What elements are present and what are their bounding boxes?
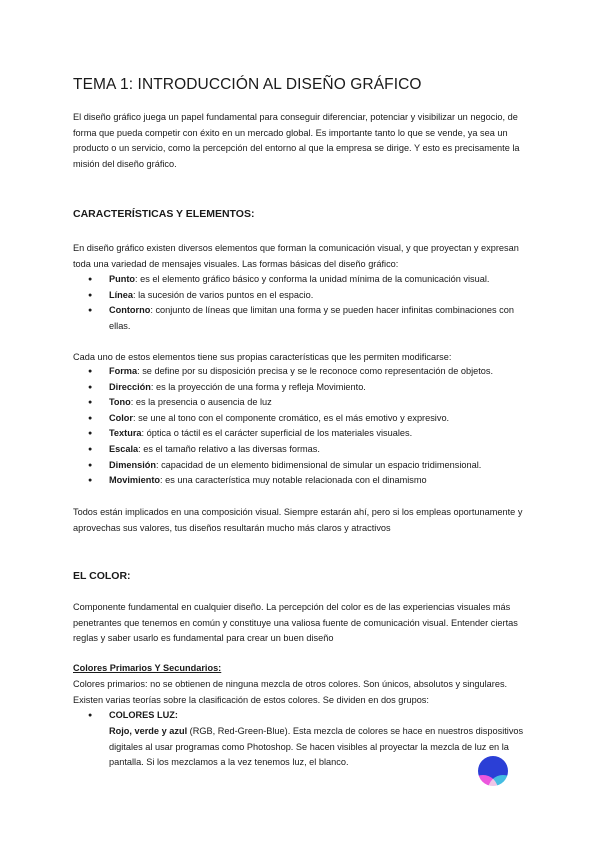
list-item-term: Línea [109,289,133,300]
list-item-desc: : se une al tono con el componente cromático, es el más emotivo y expresivo. [133,412,450,423]
list-item [88,411,533,427]
list-item-desc: : es el tamaño relativo a las diversas formas. [138,443,320,454]
list-item-desc: : es la proyección de una forma y refleja Movimiento. [150,381,366,392]
list-item-term: Tono [109,397,131,408]
rgb-description: (RGB, Red-Green-Blue). Esta mezcla de colores se hace en nuestros dispositivos digitales al usar programas como Photoshop. Se hacen visibles al proyectar la mezcla de luz en la pantalla. Si los mezclamos a la vez tenemos luz, el blanco. [109,726,524,768]
intro-paragraph: El diseño gráfico juega un papel fundamental para conseguir diferenciar, potenciar y visibilizar un negocio, de forma que pueda competir con éxito en un mercado global. Es importante tanto lo que se vende, ya sea un producto o un servicio, como la percepción del entorno al que la empresa se dirige. Y esto es precisamente la misión del diseño gráfico. [73,112,520,169]
list-item-desc: : capacidad de un elemento bidimensional de simular un espacio tridimensional. [155,459,482,470]
subheading-primarios: Colores Primarios Y Secundarios: [73,663,222,673]
list-item [88,272,533,288]
traits-list [88,364,533,489]
list-item-term: Punto [109,274,136,284]
list-item-desc: : es la presencia o ausencia de luz [130,397,272,408]
list-item-term: Escala [109,443,139,454]
section-heading-color: EL COLOR: [73,570,131,582]
page-title: TEMA 1: INTRODUCCIÓN AL DISEÑO GRÁFICO [73,76,422,93]
groups-list [88,708,533,724]
list-item [88,426,533,442]
list-item [88,473,533,489]
list-item-term: Contorno [109,305,151,316]
list-item-term: Textura [109,428,142,439]
section-heading-caracteristicas: CARACTERÍSTICAS Y ELEMENTOS: [73,208,255,220]
rgb-bold-label: Rojo, verde y azul [109,726,188,736]
list-item-desc: : es una característica muy notable relacionada con el dinamismo [160,475,427,486]
list-item-desc: : se define por su disposición precisa y se le reconoce como representación de objetos. [137,366,494,376]
list-item [88,380,533,396]
list-item [88,442,533,458]
list-item-desc: : óptica o táctil es el carácter superficial de los materiales visuales. [141,428,413,439]
list-item-term: Movimiento [109,475,161,486]
list-item-term: COLORES LUZ: [109,710,178,720]
list-item-desc: : es el elemento gráfico básico y conforma la unidad mínima de la comunicación visual. [135,274,490,284]
list-item-desc: : la sucesión de varios puntos en el espacio. [133,289,314,300]
list-item [88,395,533,411]
list-item-term: Color [109,412,133,423]
caracteristicas-paragraph: En diseño gráfico existen diversos elementos que forman la comunicación visual, y que proyectan y expresan toda una variedad de mensajes visuales. Las formas básicas del diseño gráfico: [73,243,519,269]
list-item-term: Dirección [109,381,151,392]
list-item-term: Dimensión [109,459,156,470]
modificarse-paragraph: Cada uno de estos elementos tiene sus propias características que les permiten modificarse: [73,352,452,362]
list-item [88,288,533,304]
list-item [88,708,533,724]
list-item-term: Forma [109,366,138,376]
list-item [88,303,533,334]
primarios-paragraph: Colores primarios: no se obtienen de ninguna mezcla de otros colores. Son únicos, absolutos y singulares. Existen varias teorías sobre la clasificación de estos colores. Se dividen en dos grupos: [73,679,508,705]
color-paragraph: Componente fundamental en cualquier diseño. La percepción del color es de las experiencias visuales más penetrantes que tenemos en común y constituye una valiosa fuente de comunicación visual. Entender ciertas reglas y saber usarlo es fundamental para crear un buen diseño [73,602,518,644]
list-item [88,364,533,380]
list-item [88,458,533,474]
list-item-desc: : conjunto de líneas que limitan una forma y se pueden hacer infinitas combinaciones con ellas. [109,305,514,331]
forms-list [88,272,533,334]
rgb-venn-icon [465,754,521,810]
implicados-paragraph: Todos están implicados en una composición visual. Siempre estarán ahí, pero si los empleas oportunamente y aprovechas sus valores, tus diseños resultarán mucho más claros y atractivos [73,507,523,533]
